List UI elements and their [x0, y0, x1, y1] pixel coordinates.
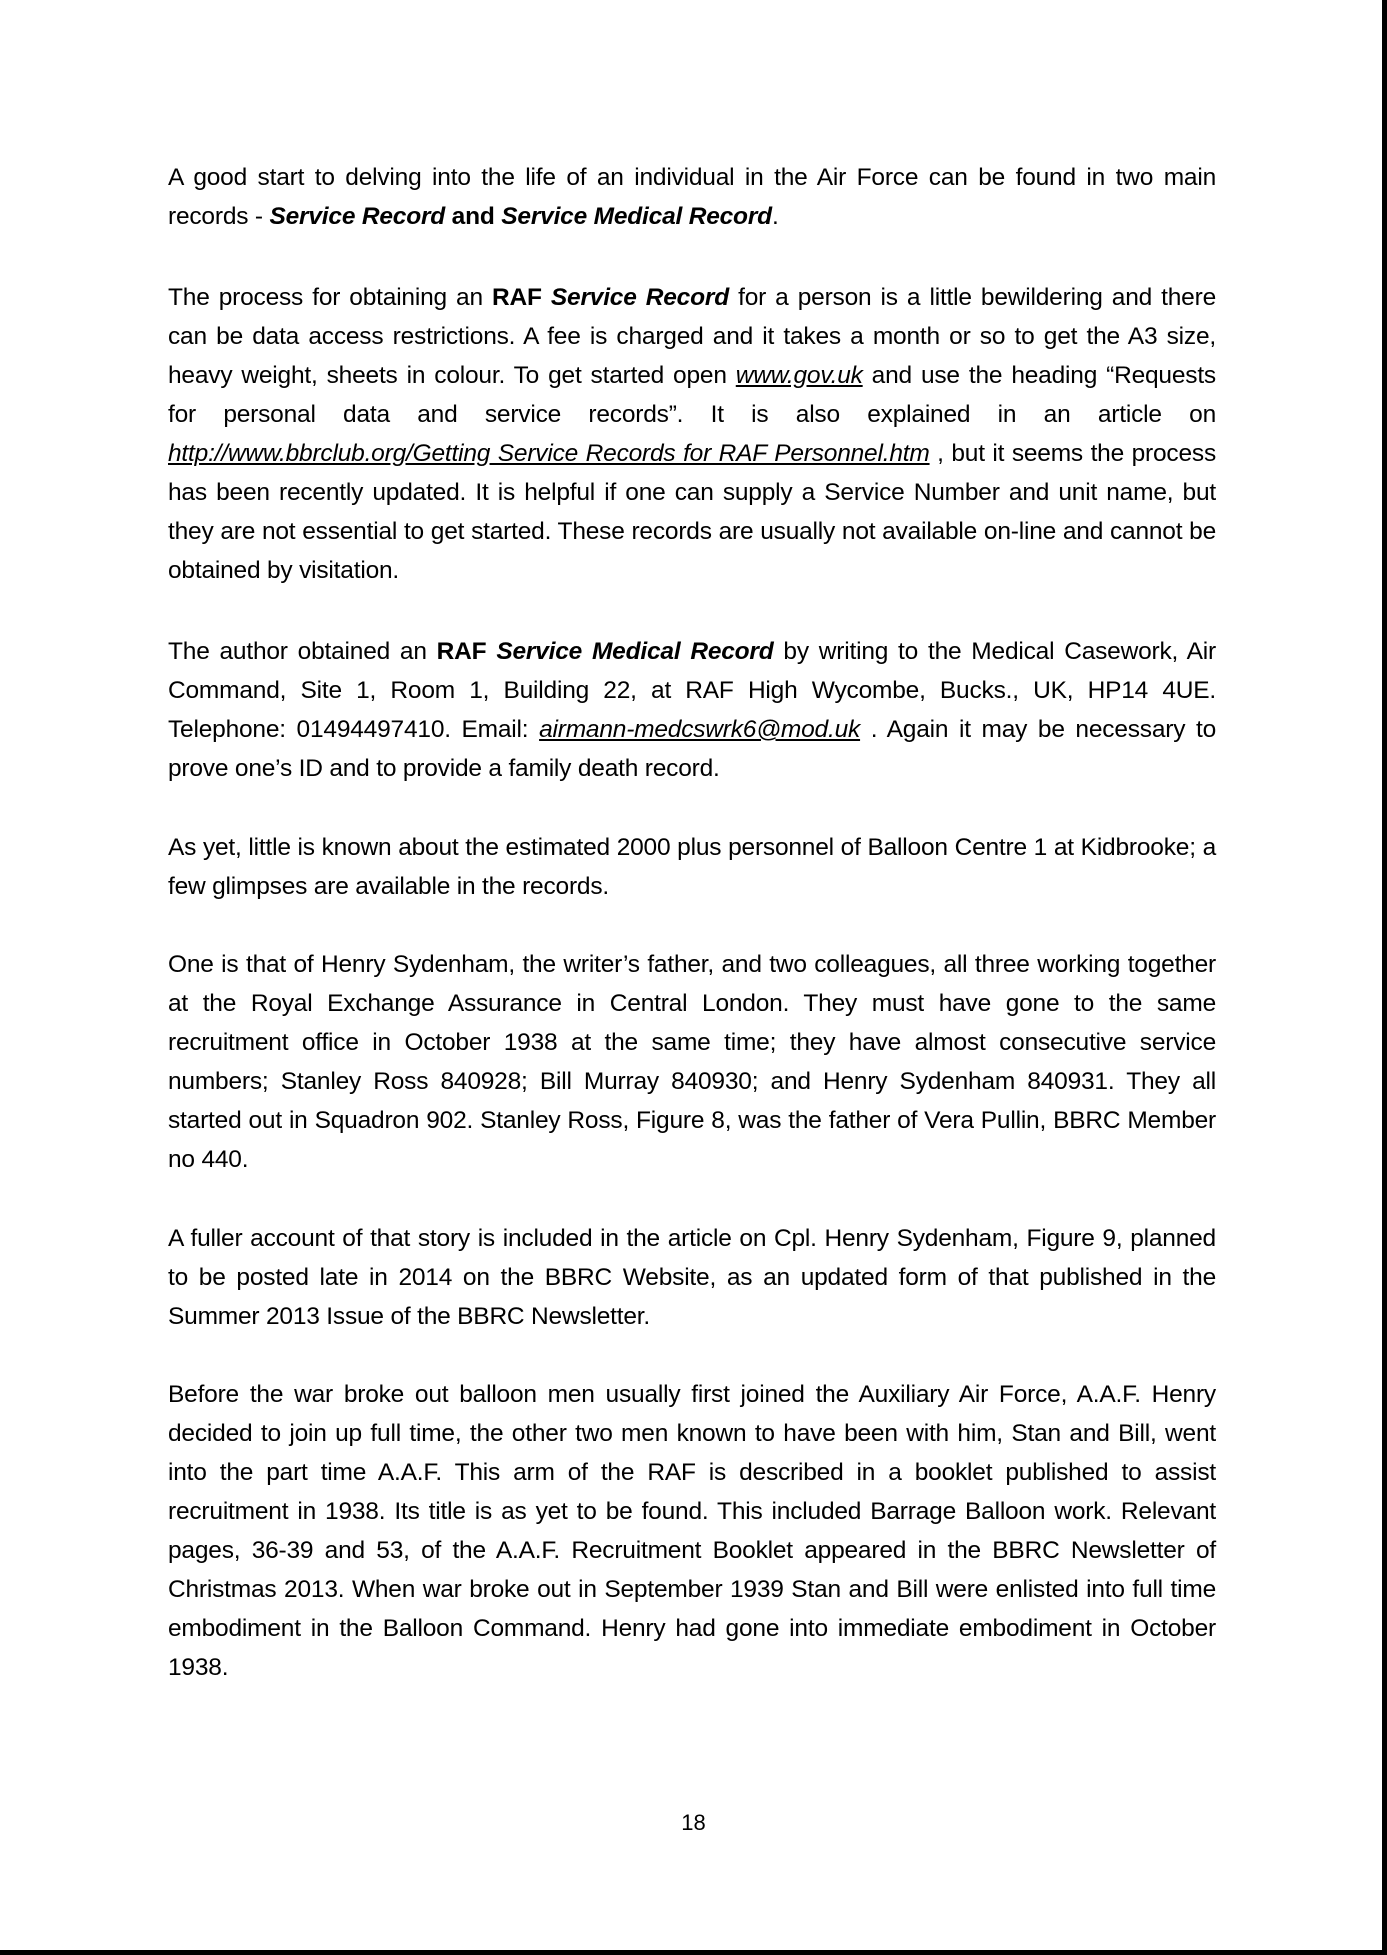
text-span: The author obtained an: [168, 638, 437, 665]
link-gov-uk[interactable]: www.gov.uk: [735, 362, 863, 389]
text-span: .: [771, 203, 779, 230]
text-span: , but it seems the process has been recently updated. It is helpful if one can supply a Service Number and unit name, but they are not essential to get started. These records are usually not available on-line and cannot be obtained by visitation.: [168, 440, 1216, 584]
link-email[interactable]: airmann-medcswrk6@mod.uk: [539, 716, 861, 743]
text-span: by writing to the Medical Casework, Air Command, Site 1, Room 1, Building 22, at RAF High Wycombe, Bucks., UK, HP14 4UE. Telephone: 01494497410. Email:: [168, 638, 1217, 743]
text-span: and use the heading “Requests for personal data and service records”. It is also explained in an article on: [168, 362, 1216, 428]
link-bbrclub-article[interactable]: http://www.bbrclub.org/Getting Service Records for RAF Personnel.htm: [168, 440, 930, 467]
paragraph-henry-sydenham: One is that of Henry Sydenham, the writer’s father, and two colleagues, all three working together at the Royal Exchange Assurance in Central London. They must have gone to the same recruitment office in October 1938 at the same time; they have almost consecutive service numbers; Stanley Ross 840928; Bill Murray 840930; and Henry Sydenham 840931. They all started out in Squadron 902. Stanley Ross, Figure 8, was the father of Vera Pullin, BBRC Member no 440.: [168, 951, 1216, 1173]
page-number: 18: [681, 1810, 706, 1835]
paragraph-records-intro: [168, 158, 1216, 236]
emphasis-service-record: Service Record: [550, 284, 729, 311]
emphasis-service-record: Service Record: [269, 203, 446, 230]
paragraph-balloon-centre: As yet, little is known about the estimated 2000 plus personnel of Balloon Centre 1 at Kidbrooke; a few glimpses are available in the records.: [168, 834, 1216, 900]
text-span: The process for obtaining an: [168, 284, 493, 311]
text-span: . Again it may be necessary to prove one’s ID and to provide a family death record.: [168, 716, 1216, 782]
bold-and: and: [445, 203, 502, 230]
bold-raf: RAF: [436, 638, 497, 665]
paragraph-medical-record: [168, 632, 1216, 788]
bold-raf: RAF: [492, 284, 551, 311]
text-span: A good start to delving into the life of an individual in the Air Force can be found in two main records -: [168, 164, 1216, 230]
paragraph-fuller-account: A fuller account of that story is included in the article on Cpl. Henry Sydenham, Figure 9, planned to be posted late in 2014 on the BBRC Website, as an updated form of that published in the Summer 2013 Issue of the BBRC Newsletter.: [168, 1225, 1216, 1330]
emphasis-service-medical-record: Service Medical Record: [501, 203, 772, 230]
paragraph-auxiliary-air-force: Before the war broke out balloon men usually first joined the Auxiliary Air Force, A.A.F. Henry decided to join up full time, the other two men known to have been with him, Stan and Bill, went into the part time A.A.F. This arm of the RAF is described in a booklet published to assist recruitment in 1938. Its title is as yet to be found. This included Barrage Balloon work. Relevant pages, 36-39 and 53, of the A.A.F. Recruitment Booklet appeared in the BBRC Newsletter of Christmas 2013. When war broke out in September 1939 Stan and Bill were enlisted into full time embodiment in the Balloon Command. Henry had gone into immediate embodiment in October 1938.: [168, 1381, 1216, 1681]
text-span: for a person is a little bewildering and there can be data access restrictions. A fee is charged and it takes a month or so to get the A3 size, heavy weight, sheets in colour. To get started open: [168, 284, 1216, 389]
emphasis-service-medical-record: Service Medical Record: [496, 638, 774, 665]
paragraph-service-record-process: [168, 278, 1216, 590]
